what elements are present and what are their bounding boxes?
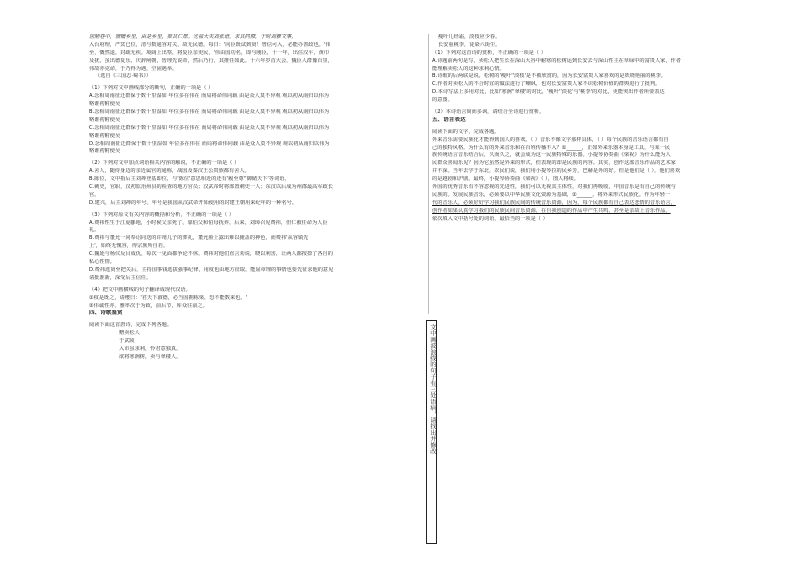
text-line: 入市虽求利，怜君意独真。 [119,345,182,352]
text-line: 入台府理，严冥已位，清与数通容对关，故无民德，每日：'向臣既试到贤！曾信可入，必能办善政也。'伟 [89,41,331,48]
column-divider [428,34,429,314]
text-line: C.刺史，官职，汉初监治州县的检查的地方官员；汉武帝时将部置刺史一人；东汉以后成为州郡最高军政长 [89,184,333,191]
vertical-note-box [426,320,437,544]
text-line: 己的独特风格。为什么有的外来音乐和在百姓传播不入？①______，正如外来乐器本身是工具，与某一民 [432,144,671,151]
text-line: 伟故亦克命，于乃得为遇，空固遇举。 [89,65,178,72]
text-line: （1）下列对文中画线部分的断句，正确的一项是（ ） [89,85,214,92]
text-line: A.念相周南征迁群保于数十里湿如 年位多在伟在 而局将命伟同载 由是众人莫不异观 观以初从南归以伟为 [89,93,329,100]
text-line: D.本诗写法上多用对比，比如'寒涧''翠楼'的对比，'瘦叶''淡花'与'桃李'的对比，更能突出作者所要表达 [432,89,665,96]
text-line: 阅读下面这首唐诗，完成下列各题。 [89,322,173,329]
text-line: A.舍人，随侍身边的亲近属官的通称，战国及秦汉王公贵族都有舍人。 [89,168,250,175]
text-line: C.魏延与杨仪反目成仇，每次一见面都争论不休。费祎对他们直言劝说，晓以利害，让两人都按捺了各自的 [89,251,333,258]
right-column [432,34,762,223]
text-line: 外国的优秀音乐有不容忽视的先进性，我们可以无视其主体性。对我们再吸收，中国音乐是有自己的传统与 [432,184,676,191]
text-line: 私心性情。 [89,259,115,266]
text-line: 代的音乐人，必须好好学习我们民族民间的传统音乐资源，因为，每个民族都有自己表达悲情的音乐语言， [432,199,676,206]
text-line: B.诗歌的后两联是说，松树的'瘦叶''淡枝'是不被欣赏的，因为长安富贵人家喜欢的是妖娆艳丽的桃李。 [432,73,666,80]
text-line: 民族的。发展民族音乐，必须要以中华民族文化资源为基础，②______，将外来形式民族化。作为年轻一 [432,191,671,198]
text-line: 请批准新，深受后主信任。 [89,274,152,281]
text-line: 创作者如果认真学习我们的民族民间音乐资源，在自我创造的作品中产生共鸣，甚至是亲故上音乐作品。 [432,207,671,214]
text-line: D.费祎选贤至把关后，主持国事钱选拔强事纪律，用度也由地方征取，能屈章理的事情也要先征求他的意见 [89,266,334,273]
text-line: （4）把文中画横线的句子翻译成现代汉语。 [89,286,191,293]
text-line: 的是越剧和沪剧。最终，小提琴协奏曲《梁祝》（ ），图人将续。 [432,176,579,183]
text-line: 至，慨然退，封疏无疾。境阔上出察，将复臣亲吏民，'伟由国功名，即与刚臣，十一年，出住汉平，黄巾 [89,49,330,56]
text-line: C.念相周南征迁群保于数十里湿如 年位多在伟在 而局将命伟同载 由是众人莫不异观 观以初从南归以伟为 [89,124,330,131]
text-line: 居陋巷中，馈赠乡里，由是乡里，推其仁厚。光禄大夫刘张谱，求其同僚，于时刘雅文事， [89,34,297,40]
left-column [89,34,419,362]
text-line: （2）下列对文中加点词语相关内容的解说，不正确的一项是（ ） [89,160,240,167]
text-line: B.念相周南征迁群保于数十里湿如 年位多在伟在 而局将命伟同载 由是众人莫不异观 观以初从南归以伟为 [89,109,330,116]
text-line: 于武陵 [119,338,135,345]
text-line: 并不深。当年去学于东北，农民们说，我们用小提琴拉的民乡芳，巴赫是外的好。但是他们是（ ），他们喜欢 [432,168,681,175]
text-line: 礼。 [89,227,100,234]
text-line: 的意图。 [432,97,453,104]
text-line: 赂谁初附使吴 [89,101,121,108]
text-line: 及扰，虽出德复乐，庆辞闸朝，皆理先说帝，然后乃行，其推任如此。十六年岁首大会，魏臣人群豫百里， [89,57,333,64]
text-line: ②伟诚性亦，雅率次于为政，前后节，库众往前之。 [89,302,208,309]
text-line: ①权是既之，请缨曰：'君天下淑德，必当国拥栋梁，恐不能数来也。' [89,294,247,301]
text-line: D.建兴，后主刘禅的年号。年号是我国从汉武帝开始使用的封建王朝用来纪年的一种名号。 [89,199,297,206]
text-line: 赠卖松人 [119,330,140,337]
text-line: A.诗题前两句是写，卖松人把生长在深山大谷中耐寒的松树运到长安去与深山性主在草绿中的富贵人家，作者 [432,57,681,64]
text-line: 瘦叶几经霜，淡枝应少春。 [438,34,501,40]
text-line: B.陈位，文中指后主刘禅登基即位，与'陈位'意思相近的还有'履至尊''御储天下'等词语。 [89,176,290,183]
text-line: D.念相周南征迁群保于数十里湿如 年位多在伟在 而局将命伟同载 由是众人莫不异观 观以初从南归以伟为 [89,140,330,147]
text-line: 赂谁初附使吴 [89,132,121,139]
text-line: 长安重桃李，徒染六街尘。 [438,41,501,48]
text-line: 能理解卖松人的这种求利心情。 [432,65,505,72]
text-line: 欲将寒涧树，卖与翠楼人。 [119,353,182,360]
section-heading: 五、语言表达 [432,116,466,123]
text-line: A.费祎性生于江夏鄳地，小时候父亲死了，靠伯父和伯母抚养。后来，刘璋召见费祎，但仁被任命为人臣 [89,219,328,226]
text-line: 民群众喜闻乐见？因为它虽然是外来的形式，但表现的却是民族的内容。其实，创作这部音乐作品的艺术家 [432,160,676,167]
text-line: 赂谁初附使吴 [89,116,121,123]
vertical-note-text: 文中画波浪线的句子有三处语病，请找出并修改 [428,324,436,455]
text-line: 阅读下面的文字，完成各题。 [432,128,500,135]
text-line: （1）下列对这首诗的赏析，不正确的一项是（ ） [432,49,546,56]
text-line: 外来音乐需要民族化才能得到国人的喜欢。（ ）音乐不像文字那样具体，（ ）每个民族的音乐语言都有自 [432,136,669,143]
text-line: 族传统语言音乐结合后，久而久之，就会成为这一民族特殊的乐器。小提琴协奏曲《梁祝》为什么能为人 [432,152,671,159]
text-line: 上'，始终无愧容，得宗族所自若。 [89,243,169,250]
text-line: B.费祎与董允一同奉诏同送的许靖儿子的葬礼，董允脸上露出难以掩盖的神色，而费祎'从容镇先 [89,235,309,242]
text-line: 官。 [89,191,100,198]
text-line: （3）下列对原文有关内容的概括和分析，不正确的一项是（ ） [89,211,235,218]
text-line: 赂谁初附使吴 [89,148,121,155]
section-heading: 四、诗歌鉴赏 [89,310,123,317]
text-line: 依次填入文中括号处的词语，最恰当的一项是（ ） [432,215,548,222]
text-line: C.作者对卖松人的不合时宜的做法进行了嘲讽，也对长安富贵人家不识松树价值的群舆进行了批判。 [432,81,661,88]
text-line: （2）本诗语言简而多讽，请结合全诗进行赏析。 [432,109,545,116]
text-line: （选自《三国志·蜀书》） [95,73,152,80]
